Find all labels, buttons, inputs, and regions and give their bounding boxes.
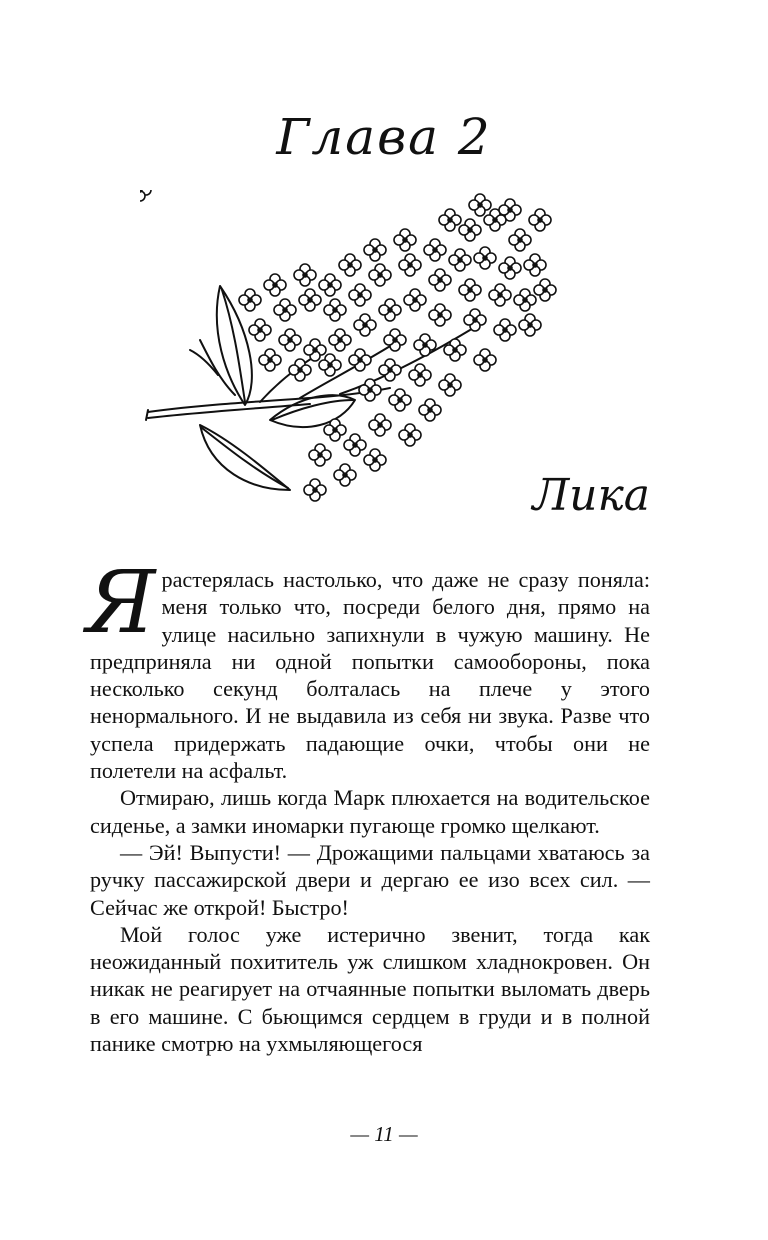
paragraph-1 xyxy=(86,553,650,784)
lilac-branch-icon xyxy=(140,190,560,520)
pov-character-name: Лика xyxy=(532,470,650,521)
paragraph-3: — Эй! Выпусти! — Дрожащими пальцами хватаюсь за ручку пассажирской двери и дергаю ее изо всех сил. — Сейчас же открой! Быстро! xyxy=(90,839,650,920)
paragraph-1-text: растерялась настолько, что даже не сразу поняла: меня только что, посреди белого дня, прямо на улице насильно запихнули в чужую машину. Не предприняла ни одной попытки самообороны, пока несколько секунд болталась на плече у этого ненормального. И не выдавила из себя ни звука. Разве что успела придержать падающие очки, чтобы они не полетели на асфальт. xyxy=(90,567,650,784)
page-number: — 11 — xyxy=(350,1122,418,1146)
paragraph-2: Отмираю, лишь когда Марк плюхается на водительское сиденье, а замки иномарки пугающе громко щелкают. xyxy=(90,785,650,838)
chapter-body-text xyxy=(86,553,650,1057)
drop-cap: Я xyxy=(86,553,156,653)
paragraph-4: Мой голос уже истерично звенит, тогда как неожиданный похититель уж слишком хладнокровен. Он никак не реагирует на отчаянные попытки выломать дверь в его машине. С бьющимся сердцем в груди и в полной панике смотрю на ухмыляющегося xyxy=(90,921,650,1057)
chapter-title: Глава 2 xyxy=(276,108,492,166)
